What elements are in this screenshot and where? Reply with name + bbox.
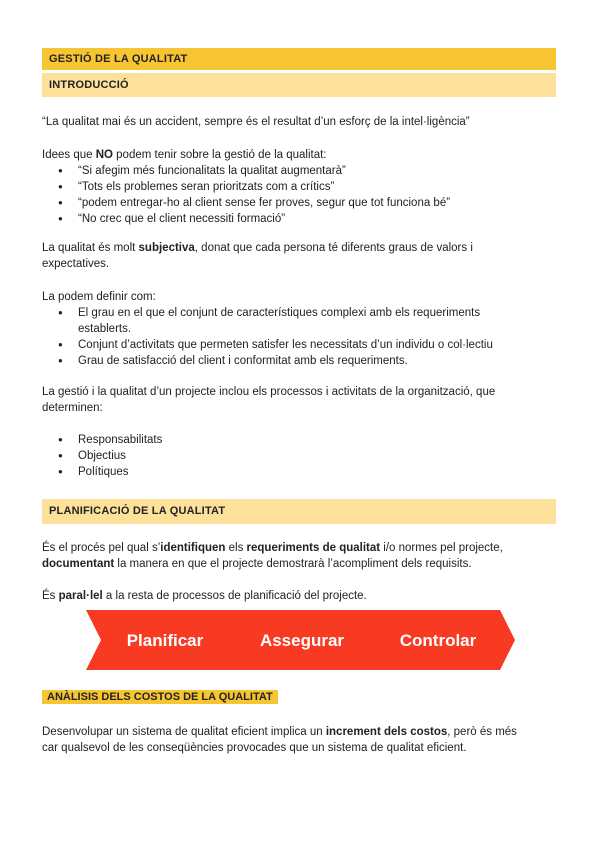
process-step-label: Planificar bbox=[126, 631, 204, 650]
process-arrows bbox=[86, 610, 516, 670]
costs-paragraph: Desenvolupar un sistema de qualitat eficient implica un increment dels costos, però és més car qualsevol de les conseqüències provocades que un sistema de qualitat eficient. bbox=[42, 726, 517, 754]
subjective-paragraph: La qualitat és molt subjectiva, donat que cada persona té diferents graus de valors i expectatives. bbox=[42, 242, 473, 270]
define-list bbox=[42, 305, 558, 369]
planning-paragraph: És el procés pel qual s’identifiquen els requeriments de qualitat i/o normes pel projecte, documentant la manera en que el projecte demostrarà l’acompliment dels requisits. bbox=[42, 542, 503, 570]
list-item: ● Polítiques bbox=[42, 464, 558, 480]
ideas-intro: Idees que NO podem tenir sobre la gestió de la qualitat: bbox=[42, 149, 327, 161]
quote: “La qualitat mai és un accident, sempre és el resultat d’un esforç de la intel·ligència” bbox=[42, 116, 470, 128]
parallel-paragraph: És paral·lel a la resta de processos de planificació del projecte. bbox=[42, 590, 367, 602]
list-item: ● Grau de satisfacció del client i conformitat amb els requeriments. bbox=[42, 353, 558, 369]
list-item: ● “podem entregar-ho al client sense fer proves, segur que tot funciona bé” bbox=[42, 195, 558, 211]
section-header-costs: ANÀLISIS DELS COSTOS DE LA QUALITAT bbox=[42, 690, 278, 704]
list-item: ● Responsabilitats bbox=[42, 432, 558, 448]
management-paragraph: La gestió i la qualitat d’un projecte inclou els processos i activitats de la organització, que determinen: bbox=[42, 386, 496, 414]
list-item: ● El grau en el que el conjunt de característiques complexi amb els requeriments establerts. bbox=[42, 305, 558, 337]
section-header-planning: PLANIFICACIÓ DE LA QUALITAT bbox=[42, 499, 556, 524]
section-header-main: GESTIÓ DE LA QUALITAT bbox=[42, 48, 556, 70]
define-intro: La podem definir com: bbox=[42, 291, 156, 303]
process-step-label: Controlar bbox=[399, 631, 477, 650]
list-item: ● “No crec que el client necessiti formació” bbox=[42, 211, 558, 227]
section-header-intro: INTRODUCCIÓ bbox=[42, 73, 556, 97]
ideas-list bbox=[42, 163, 558, 227]
process-step-label: Assegurar bbox=[259, 631, 345, 650]
list-item: ● Objectius bbox=[42, 448, 558, 464]
management-list bbox=[42, 432, 558, 480]
list-item: ● Conjunt d’activitats que permeten satisfer les necessitats d’un individu o col·lectiu bbox=[42, 337, 558, 353]
list-item: ● “Si afegim més funcionalitats la qualitat augmentarà” bbox=[42, 163, 558, 179]
list-item: ● “Tots els problemes seran prioritzats com a crítics” bbox=[42, 179, 558, 195]
